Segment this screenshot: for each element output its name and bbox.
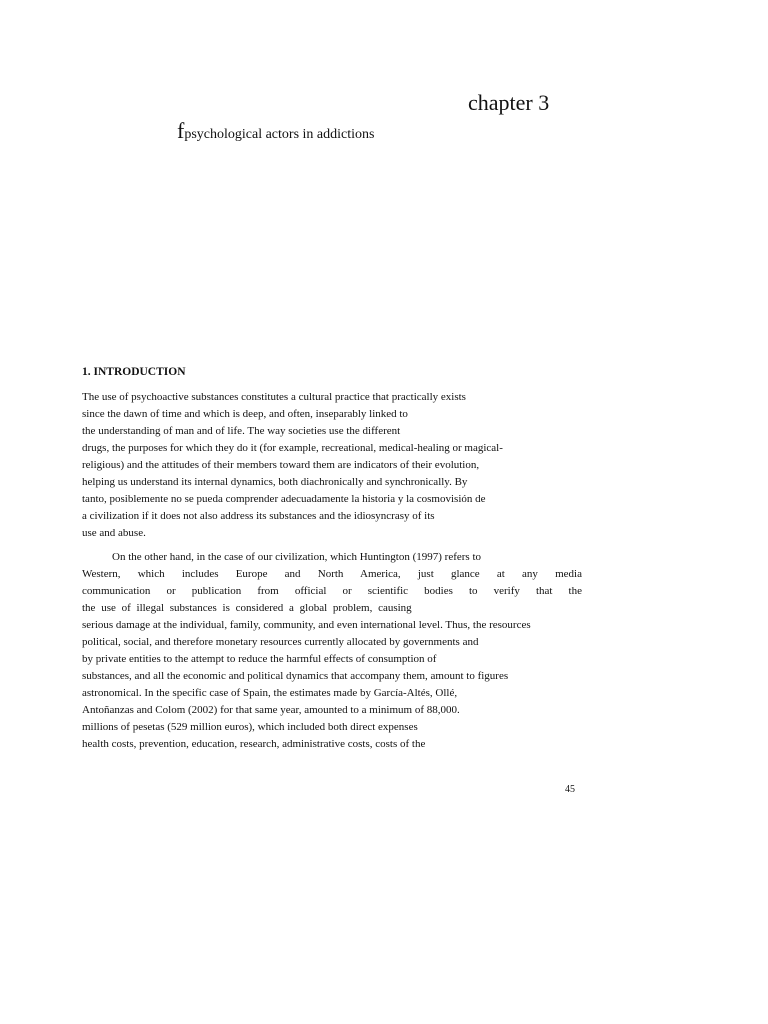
paragraph-1 — [82, 389, 582, 542]
paragraph-line: helping us understand its internal dynamics, both diachronically and synchronically. By — [82, 476, 468, 488]
paragraph-line: health costs, prevention, education, research, administrative costs, costs of the — [82, 738, 426, 750]
paragraph-line: drugs, the purposes for which they do it (for example, recreational, medical-healing or magical- — [82, 442, 503, 454]
paragraph-line: astronomical. In the specific case of Spain, the estimates made by García-Altés, Ollé, — [82, 687, 458, 699]
paragraph-line: serious damage at the individual, family, community, and even international level. Thus, the resources — [82, 619, 531, 631]
section-heading: 1. INTRODUCTION — [82, 366, 186, 378]
paragraph-line: Antoñanzas and Colom (2002) for that same year, amounted to a minimum of 88,000. — [82, 704, 460, 716]
chapter-title-initial: f — [177, 118, 185, 143]
paragraph-line: the understanding of man and of life. The way societies use the different — [82, 425, 401, 437]
paragraph-line: the use of illegal substances is considered a global problem, causing — [82, 602, 412, 614]
chapter-title-text: psychological actors in addictions — [184, 127, 375, 142]
chapter-label: chapter 3 — [468, 90, 550, 115]
paragraph-line: substances, and all the economic and political dynamics that accompany them, amount to figures — [82, 670, 509, 682]
paragraph-line: use and abuse. — [82, 527, 146, 539]
page-number: 45 — [565, 784, 575, 795]
paragraph-line: religious) and the attitudes of their members toward them are indicators of their evolution, — [82, 459, 480, 471]
paragraph-line: On the other hand, in the case of our civilization, which Huntington (1997) refers to — [112, 551, 482, 563]
paragraph-line: The use of psychoactive substances constitutes a cultural practice that practically exists — [82, 391, 466, 403]
paragraph-2 — [82, 549, 582, 753]
paragraph-line: a civilization if it does not also address its substances and the idiosyncrasy of its — [82, 510, 435, 522]
paragraph-line: since the dawn of time and which is deep, and often, inseparably linked to — [82, 408, 408, 420]
paragraph-line: communication or publication from official or scientific bodies to verify that the — [82, 585, 582, 597]
paragraph-line: Western, which includes Europe and North America, just glance at any media — [82, 568, 582, 580]
paragraph-line: tanto, posiblemente no se pueda comprender adecuadamente la historia y la cosmovisión de — [82, 493, 486, 505]
paragraph-line: political, social, and therefore monetary resources currently allocated by governments and — [82, 636, 479, 648]
paragraph-line: millions of pesetas (529 million euros), which included both direct expenses — [82, 721, 418, 733]
paragraph-line: by private entities to the attempt to reduce the harmful effects of consumption of — [82, 653, 437, 665]
chapter-title — [177, 118, 374, 148]
